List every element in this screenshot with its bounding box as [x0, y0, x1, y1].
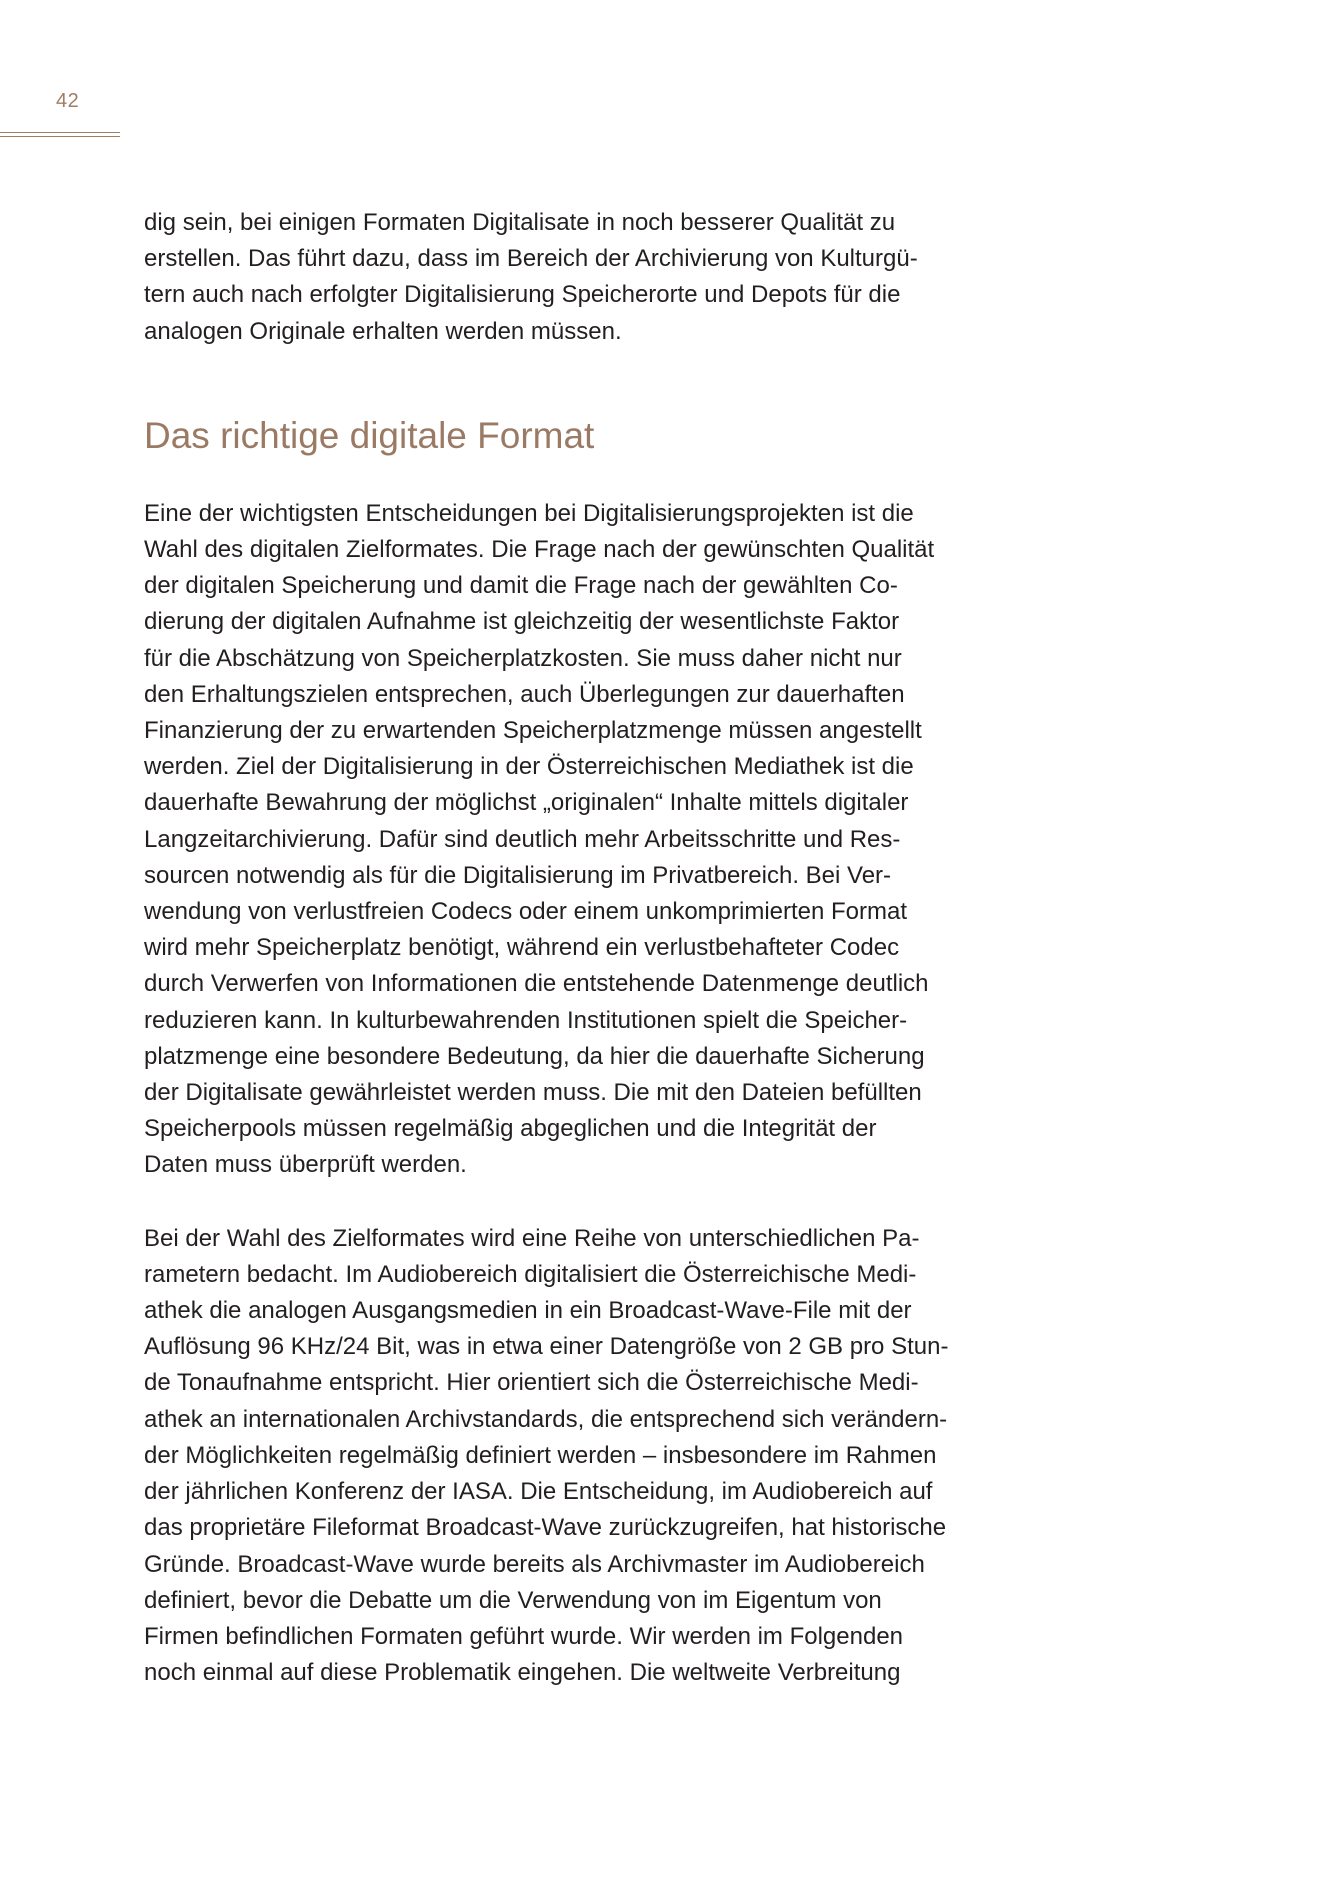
intro-paragraph: dig sein, bei einigen Formaten Digitalisate in noch besserer Qualität zu erstellen. Das führt dazu, dass im Bereich der Archivierung von Kulturgü- tern auch nach erfolgter Digitalisierung Speicherorte und Depots für die analogen Originale erhalten werden müssen.: [144, 209, 918, 345]
page-content: [144, 205, 1044, 1691]
body-paragraph-1: Eine der wichtigsten Entscheidungen bei Digitalisierungsprojekten ist die Wahl des digitalen Zielformates. Die Frage nach der gewünschten Qualität der digitalen Speicherung und damit die Frage nach der gewählten Co- dierung der digitalen Aufnahme ist gleichzeitig der wesentlichste Faktor für die Abschätzung von Speicherplatzkosten. Sie muss daher nicht nur den Erhaltungszielen entsprechen, auch Überlegungen zur dauerhaften Finanzierung der zu erwartenden Speicherplatzmenge müssen angestellt werden. Ziel der Digitalisierung in der Österreichischen Mediathek ist die dauerhafte Bewahrung der möglichst „originalen“ Inhalte mittels digitaler Langzeitarchivierung. Dafür sind deutlich mehr Arbeitsschritte und Res- sourcen notwendig als für die Digitalisierung im Privatbereich. Bei Ver- wendung von verlustfreien Codecs oder einem unkomprimierten Format wird mehr Speicherplatz benötigt, während ein verlustbehafteter Codec durch Verwerfen von Informationen die entstehende Datenmenge deutlich reduzieren kann. In kulturbewahrenden Institutionen spielt die Speicher- platzmenge eine besondere Bedeutung, da hier die dauerhafte Sicherung der Digitalisate gewährleistet werden muss. Die mit den Dateien befüllten Speicherpools müssen regelmäßig abgeglichen und die Integrität der Daten muss überprüft werden.: [144, 499, 935, 1179]
page-number: 42: [56, 90, 80, 112]
header-rule-top: [0, 132, 120, 133]
body-paragraph-2: Bei der Wahl des Zielformates wird eine Reihe von unterschiedlichen Pa- rametern bedacht. Im Audiobereich digitalisiert die Österreichische Medi- athek die analogen Ausgangsmedien in ein Broadcast-Wave-File mit der Auflösung 96 KHz/24 Bit, was in etwa einer Datengröße von 2 GB pro Stun- de Tonaufnahme entspricht. Hier orientiert sich die Österreichische Medi- athek an internationalen Archivstandards, die entsprechend sich verändern- der Möglichkeiten regelmäßig definiert werden – insbesondere im Rahmen der jährlichen Konferenz der IASA. Die Entscheidung, im Audiobereich auf das proprietäre Fileformat Broadcast-Wave zurückzugreifen, hat historische Gründe. Broadcast-Wave wurde bereits als Archivmaster im Audiobereich definiert, bevor die Debatte um die Verwendung von im Eigentum von Firmen befindlichen Formaten geführt wurde. Wir werden im Folgenden noch einmal auf diese Problematik eingehen. Die weltweite Verbreitung: [144, 1224, 949, 1687]
section-heading: Das richtige digitale Format: [144, 414, 595, 456]
header-rule-bottom: [0, 136, 120, 137]
